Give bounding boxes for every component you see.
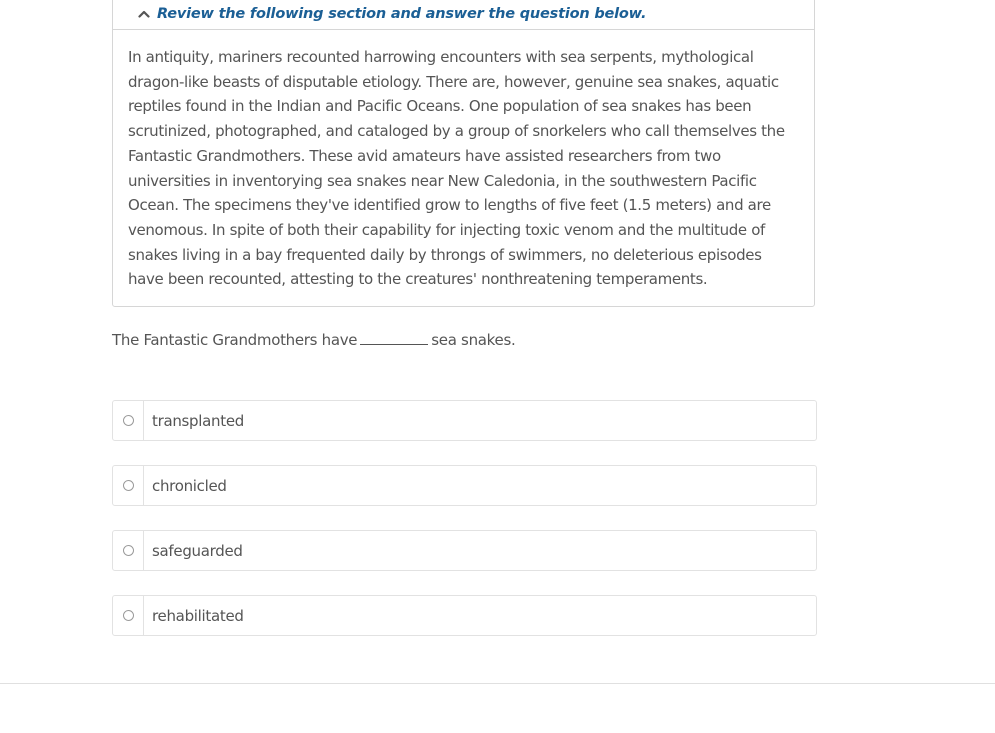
footer-divider [0, 683, 995, 684]
radio-button[interactable] [123, 610, 134, 621]
radio-cell[interactable] [113, 466, 144, 505]
radio-button[interactable] [123, 415, 134, 426]
review-section [112, 0, 815, 307]
radio-button[interactable] [123, 545, 134, 556]
radio-cell[interactable] [113, 401, 144, 440]
section-header[interactable] [113, 0, 814, 30]
question-text-before: The Fantastic Grandmothers have [112, 331, 358, 349]
question-prompt [112, 331, 515, 349]
option-label[interactable]: transplanted [152, 411, 244, 430]
radio-cell[interactable] [113, 531, 144, 570]
passage-text: In antiquity, mariners recounted harrowing encounters with sea serpents, mythological dragon-like beasts of disputable etiology. There are, however, genuine sea snakes, aquatic reptiles found in the Indian and Pacific Oceans. One population of sea snakes has been scrutinized, photographed, and cataloged by a group of snorkelers who call themselves the Fantastic Grandmothers. These avid amateurs have assisted researchers from two universities in inventorying sea snakes near New Caledonia, in the southwestern Pacific Ocean. The specimens they've identified grow to lengths of five feet (1.5 meters) and are venomous. In spite of both their capability for injecting toxic venom and the multitude of snakes living in a bay frequented daily by throngs of swimmers, no deleterious episodes have been recounted, attesting to the creatures' nonthreatening temperaments. [128, 48, 785, 289]
section-title: Review the following section and answer the question below. [157, 6, 647, 22]
question-text-after: sea snakes. [431, 331, 516, 349]
answer-option[interactable] [112, 465, 817, 506]
answer-option[interactable] [112, 595, 817, 636]
chevron-up-icon[interactable] [137, 8, 150, 21]
option-label[interactable]: rehabilitated [152, 606, 244, 625]
answer-option[interactable] [112, 400, 817, 441]
option-label[interactable]: chronicled [152, 476, 227, 495]
answer-blank [360, 332, 428, 345]
radio-button[interactable] [123, 480, 134, 491]
answer-option[interactable] [112, 530, 817, 571]
radio-cell[interactable] [113, 596, 144, 635]
option-label[interactable]: safeguarded [152, 541, 243, 560]
